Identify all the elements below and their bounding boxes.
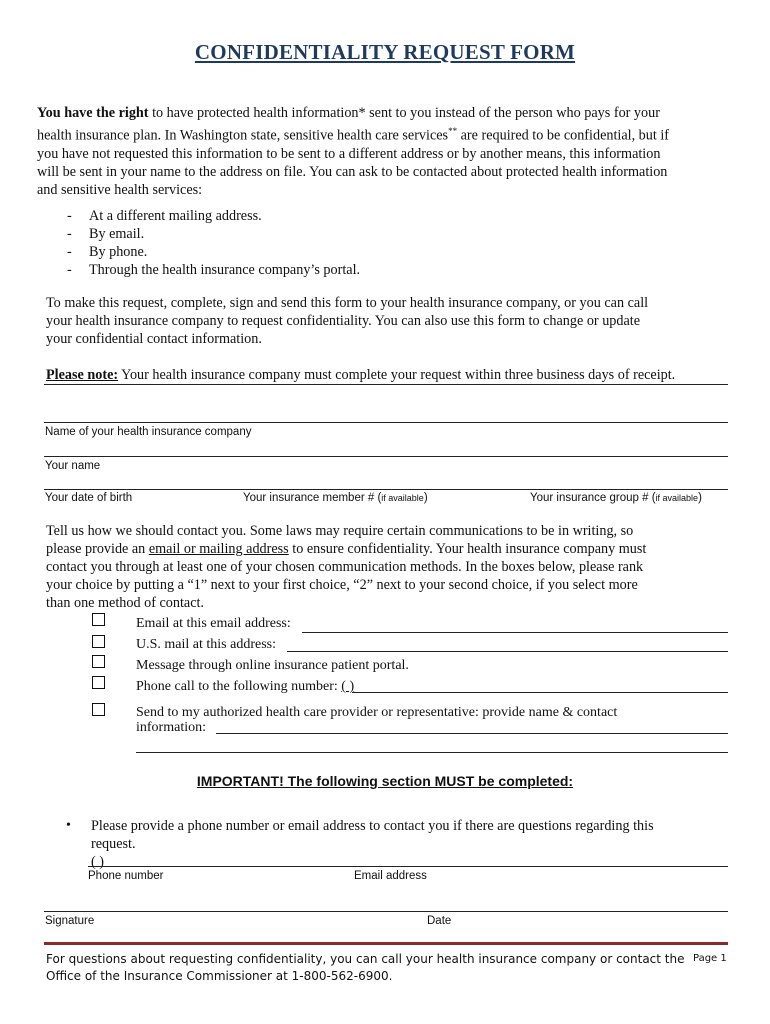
mail-option-label: U.S. mail at this address: bbox=[136, 637, 276, 652]
intro-text-6: and sensitive health services: bbox=[37, 181, 203, 198]
provider-info-input-line-2[interactable] bbox=[136, 752, 728, 753]
signature-label: Signature bbox=[45, 915, 95, 927]
questions-paren: ( ) bbox=[91, 854, 104, 870]
group-number-label: Your insurance group # (if available) bbox=[530, 492, 702, 504]
email-option-checkbox[interactable] bbox=[92, 613, 105, 626]
please-note-text: Your health insurance company must complete your request within three business days of receipt. bbox=[118, 367, 676, 383]
divider bbox=[44, 384, 728, 385]
your-name-field[interactable] bbox=[44, 456, 728, 457]
page-title: CONFIDENTIALITY REQUEST FORM bbox=[194, 40, 576, 64]
portal-option-checkbox[interactable] bbox=[92, 655, 105, 668]
questions-contact-field[interactable] bbox=[88, 866, 728, 867]
intro-sup: ** bbox=[448, 126, 458, 136]
list-item: - At a different mailing address. bbox=[67, 208, 262, 224]
provider-info-input[interactable] bbox=[216, 733, 728, 734]
intro-text-2: health insurance plan. In Washington state, sensitive health care services bbox=[37, 127, 449, 144]
questions-text: Please provide a phone number or email address to contact you if there are questions regarding this request. ( ) bbox=[91, 817, 731, 871]
provider-option-label: Send to my authorized health care provider or representative: provide name & contact information: bbox=[136, 705, 618, 735]
email-option-label: Email at this email address: bbox=[136, 616, 291, 631]
date-label: Date bbox=[427, 915, 452, 927]
list-item: - By phone. bbox=[67, 244, 148, 260]
phone-number-input[interactable] bbox=[352, 692, 728, 693]
instructions-line-3: your confidential contact information. bbox=[46, 331, 262, 347]
email-address-label: Email address bbox=[354, 870, 427, 882]
instructions-line-2: your health insurance company to request confidentiality. You can also use this form to change or update bbox=[46, 313, 641, 329]
insurance-company-label: Name of your health insurance company bbox=[45, 426, 252, 438]
intro-text-4: you have not requested this information to be sent to a different address or by another means, this information bbox=[37, 145, 661, 162]
page-number: Page 1 bbox=[693, 953, 727, 964]
insurance-company-field[interactable] bbox=[44, 422, 728, 423]
instructions-line-1: To make this request, complete, sign and send this form to your health insurance company, or you can call bbox=[46, 295, 649, 311]
intro-text-3: are required to be confidential, but if bbox=[457, 127, 670, 144]
contact-pref-line-5: than one method of contact. bbox=[46, 595, 204, 611]
contact-pref-line-4: your choice by putting a “1” next to your first choice, “2” next to your second choice, if you select more bbox=[46, 577, 638, 593]
important-heading: IMPORTANT! The following section MUST be completed: bbox=[196, 773, 574, 789]
contact-pref-line-3: contact you through at least one of your chosen communication methods. In the boxes below, please rank bbox=[46, 559, 644, 575]
portal-option-label: Message through online insurance patient portal. bbox=[136, 658, 409, 673]
phone-option-checkbox[interactable] bbox=[92, 676, 105, 689]
please-note bbox=[46, 366, 746, 384]
intro-paragraph bbox=[37, 104, 737, 199]
footer-rule bbox=[44, 942, 728, 945]
contact-preference-paragraph: Tell us how we should contact you. Some laws may require certain communications to be in writing, so please provide an email or mailing address to ensure confidentiality. Your health insurance company must contact you through at least one of your chosen communication methods. In the boxes below, please rank your choice by putting a “1” next to your first choice, “2” next to your second choice, if you select more than one method of contact. bbox=[46, 522, 746, 612]
mailing-address-input[interactable] bbox=[287, 651, 728, 652]
member-number-label: Your insurance member # (if available) bbox=[243, 492, 428, 504]
instructions-paragraph bbox=[46, 294, 746, 348]
your-name-label: Your name bbox=[45, 460, 101, 472]
please-note-label: Please note: bbox=[46, 367, 119, 383]
phone-number-label: Phone number bbox=[88, 870, 164, 882]
phone-option-label: Phone call to the following number: ( ) bbox=[136, 679, 355, 694]
intro-text-5: will be sent in your name to the address on file. You can ask to be contacted about protected health information bbox=[37, 163, 668, 180]
signature-field[interactable] bbox=[44, 911, 728, 912]
footer-text: For questions about requesting confidentiality, you can call your health insurance company or contact the Office of the Insurance Commissioner at 1-800-562-6900. bbox=[46, 952, 685, 983]
contact-pref-line-1: Tell us how we should contact you. Some laws may require certain communications to be in writing, so bbox=[46, 523, 634, 539]
dob-label: Your date of birth bbox=[45, 492, 133, 504]
mail-option-checkbox[interactable] bbox=[92, 635, 105, 648]
list-item: - By email. bbox=[67, 226, 145, 242]
dob-member-group-field[interactable] bbox=[44, 489, 728, 490]
list-item: - Through the health insurance company’s portal. bbox=[67, 262, 361, 278]
email-address-input[interactable] bbox=[302, 632, 728, 633]
contact-methods-list bbox=[37, 207, 737, 279]
intro-text-1: to have protected health information* sent to you instead of the person who pays for your bbox=[148, 105, 660, 121]
intro-bold-lead: You have the right bbox=[37, 105, 149, 121]
questions-bullet: • bbox=[66, 818, 71, 833]
email-or-mailing-emphasis: email or mailing address bbox=[148, 541, 289, 557]
provider-option-checkbox[interactable] bbox=[92, 703, 105, 716]
